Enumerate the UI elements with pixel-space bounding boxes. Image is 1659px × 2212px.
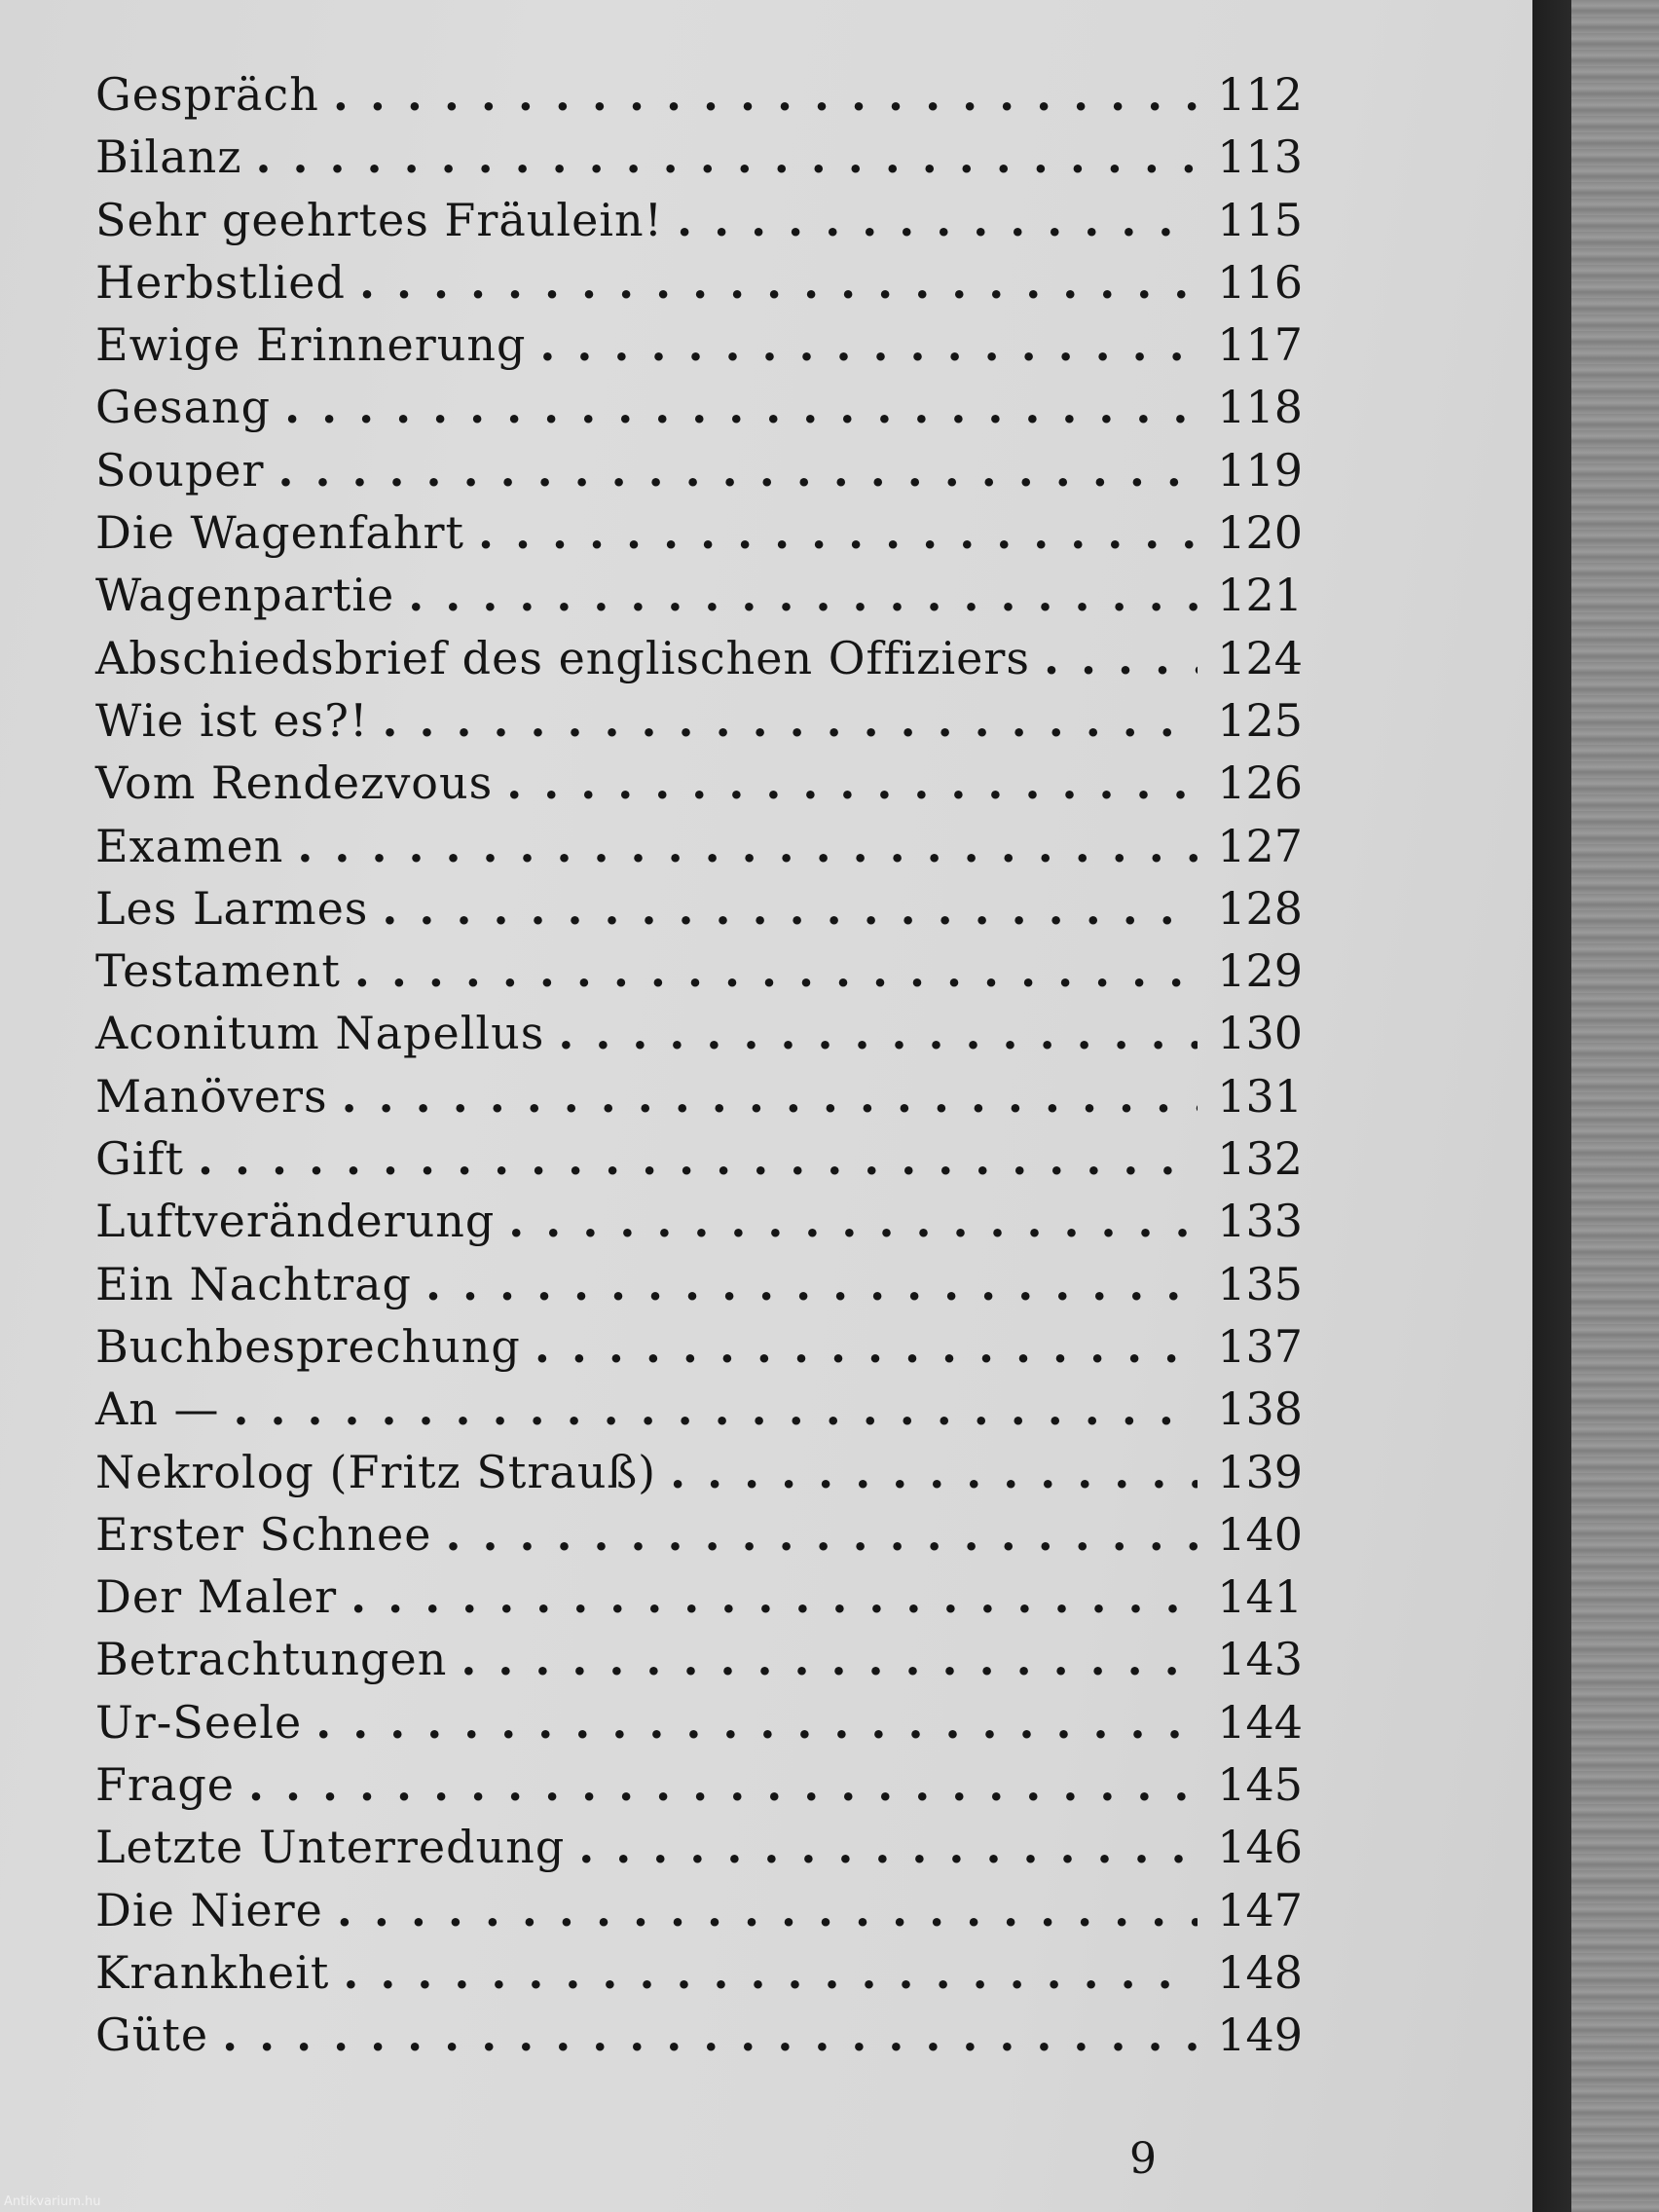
toc-entry (95, 882, 1303, 944)
toc-entry-page: 147 (1217, 1883, 1303, 1936)
toc-entry (95, 68, 1303, 130)
toc-entry-title: Wagenpartie (95, 569, 395, 622)
background-surface (1571, 0, 1659, 2212)
toc-entry (95, 1132, 1303, 1195)
toc-entry (95, 1570, 1303, 1633)
dot-leader (343, 1946, 1198, 1999)
toc-entry-title: Abschiedsbrief des englischen Offiziers (95, 631, 1030, 684)
toc-entry-title: Die Wagenfahrt (95, 506, 464, 560)
toc-entry-page: 138 (1217, 1382, 1303, 1436)
toc-entry-page: 120 (1217, 506, 1303, 560)
toc-entry-title: Sehr geehrtes Fräulein! (95, 193, 664, 246)
dot-leader (198, 1132, 1198, 1185)
toc-entry-page: 137 (1217, 1319, 1303, 1373)
dot-leader (578, 1821, 1198, 1873)
toc-entry (95, 194, 1303, 256)
toc-entry (95, 1195, 1303, 1257)
toc-entry (95, 1696, 1303, 1758)
toc-entry (95, 1382, 1303, 1445)
toc-entry-title: Güte (95, 2009, 209, 2062)
toc-entry-page: 124 (1217, 631, 1303, 684)
dot-leader (425, 1258, 1198, 1310)
toc-entry (95, 1446, 1303, 1508)
toc-entry (95, 1007, 1303, 1069)
toc-entry-page: 121 (1217, 569, 1303, 622)
dot-leader (478, 506, 1198, 559)
toc-entry (95, 1946, 1303, 2009)
dot-leader (539, 318, 1198, 371)
toc-entry-title: Herbstlied (95, 255, 346, 309)
toc-entry-page: 141 (1217, 1570, 1303, 1624)
page-number: 9 (1129, 2134, 1157, 2184)
toc-entry-title: Souper (95, 443, 265, 497)
toc-entry (95, 1633, 1303, 1695)
toc-entry (95, 130, 1303, 193)
toc-entry-page: 148 (1217, 1945, 1303, 1999)
toc-entry-page: 117 (1217, 318, 1303, 372)
dot-leader (677, 194, 1198, 246)
toc-entry (95, 569, 1303, 631)
toc-entry-title: Gift (95, 1132, 184, 1186)
toc-entry (95, 381, 1303, 443)
dot-leader (284, 381, 1198, 433)
toc-entry-page: 116 (1217, 255, 1303, 309)
dot-leader (342, 1070, 1198, 1123)
toc-entry (95, 318, 1303, 381)
toc-entry-title: Die Niere (95, 1883, 323, 1936)
toc-entry (95, 820, 1303, 882)
toc-entry-page: 143 (1217, 1633, 1303, 1686)
dot-leader (278, 444, 1198, 497)
watermark: Antikvarium.hu (4, 2194, 101, 2209)
toc-entry-page: 126 (1217, 756, 1303, 810)
toc-entry-page: 133 (1217, 1195, 1303, 1248)
dot-leader (233, 1382, 1198, 1435)
toc-entry (95, 1070, 1303, 1132)
dot-leader (558, 1007, 1198, 1059)
dot-leader (359, 256, 1198, 309)
toc-entry-title: Bilanz (95, 130, 242, 184)
toc-entry (95, 944, 1303, 1007)
dot-leader (354, 944, 1198, 997)
toc-entry-title: Ur-Seele (95, 1695, 303, 1749)
toc-entry-page: 112 (1217, 68, 1303, 121)
toc-entry-title: Testament (95, 944, 341, 998)
toc-entry-title: Der Maler (95, 1570, 338, 1624)
book-spine (1532, 0, 1571, 2212)
dot-leader (256, 130, 1198, 183)
toc-entry-page: 128 (1217, 881, 1303, 935)
toc-entry (95, 256, 1303, 318)
dot-leader (382, 694, 1198, 747)
toc-entry-page: 135 (1217, 1257, 1303, 1310)
dot-leader (382, 882, 1198, 935)
toc-entry (95, 1821, 1303, 1883)
toc-entry (95, 444, 1303, 506)
toc-entry-page: 113 (1217, 130, 1303, 184)
dot-leader (248, 1758, 1198, 1811)
toc-entry (95, 1758, 1303, 1821)
toc-entry-title: Aconitum Napellus (95, 1007, 545, 1060)
dot-leader (1044, 632, 1198, 684)
toc-entry-title: Gespräch (95, 68, 319, 121)
dot-leader (297, 820, 1198, 872)
dot-leader (222, 2009, 1198, 2061)
toc-entry-title: Erster Schnee (95, 1507, 432, 1561)
toc-entry (95, 1320, 1303, 1382)
toc-entry-title: Ewige Erinnerung (95, 318, 527, 372)
toc-entry-title: Frage (95, 1758, 235, 1812)
dot-leader (670, 1446, 1198, 1498)
toc-entry (95, 632, 1303, 694)
dot-leader (461, 1633, 1198, 1685)
toc-entry-page: 131 (1217, 1069, 1303, 1123)
toc-entry-title: Vom Rendezvous (95, 756, 494, 810)
dot-leader (508, 1195, 1198, 1247)
table-of-contents (95, 68, 1303, 2072)
toc-entry-title: Ein Nachtrag (95, 1257, 412, 1310)
toc-entry (95, 2009, 1303, 2071)
dot-leader (333, 68, 1198, 121)
toc-entry-page: 118 (1217, 381, 1303, 434)
toc-entry-page: 144 (1217, 1695, 1303, 1749)
toc-entry-title: Buchbesprechung (95, 1319, 521, 1373)
toc-entry-page: 149 (1217, 2009, 1303, 2062)
toc-entry-title: Nekrolog (Fritz Strauß) (95, 1445, 657, 1498)
toc-entry-title: Luftveränderung (95, 1195, 496, 1248)
toc-entry-title: Wie ist es?! (95, 693, 369, 747)
toc-entry-page: 127 (1217, 819, 1303, 872)
toc-entry-title: An — (95, 1382, 220, 1436)
dot-leader (445, 1508, 1198, 1561)
dot-leader (350, 1570, 1198, 1623)
dot-leader (506, 756, 1198, 809)
toc-entry-page: 129 (1217, 944, 1303, 998)
toc-entry-title: Manövers (95, 1069, 328, 1123)
toc-entry (95, 756, 1303, 819)
toc-entry-page: 146 (1217, 1821, 1303, 1874)
dot-leader (337, 1884, 1198, 1936)
toc-entry-title: Krankheit (95, 1945, 330, 1999)
toc-entry-page: 139 (1217, 1445, 1303, 1498)
toc-entry-page: 115 (1217, 193, 1303, 246)
toc-entry (95, 1884, 1303, 1946)
toc-entry (95, 1258, 1303, 1320)
toc-entry-title: Examen (95, 819, 284, 872)
toc-entry-page: 145 (1217, 1758, 1303, 1812)
dot-leader (315, 1696, 1198, 1749)
toc-entry (95, 694, 1303, 756)
toc-entry-title: Betrachtungen (95, 1633, 448, 1686)
toc-entry (95, 1508, 1303, 1570)
toc-entry-page: 132 (1217, 1132, 1303, 1186)
dot-leader (408, 569, 1198, 621)
toc-entry-page: 140 (1217, 1507, 1303, 1561)
toc-entry (95, 506, 1303, 569)
toc-entry-page: 125 (1217, 693, 1303, 747)
dot-leader (535, 1320, 1198, 1373)
toc-entry-title: Les Larmes (95, 881, 369, 935)
toc-entry-page: 130 (1217, 1007, 1303, 1060)
toc-entry-title: Gesang (95, 381, 272, 434)
toc-entry-page: 119 (1217, 443, 1303, 497)
toc-entry-title: Letzte Unterredung (95, 1821, 566, 1874)
